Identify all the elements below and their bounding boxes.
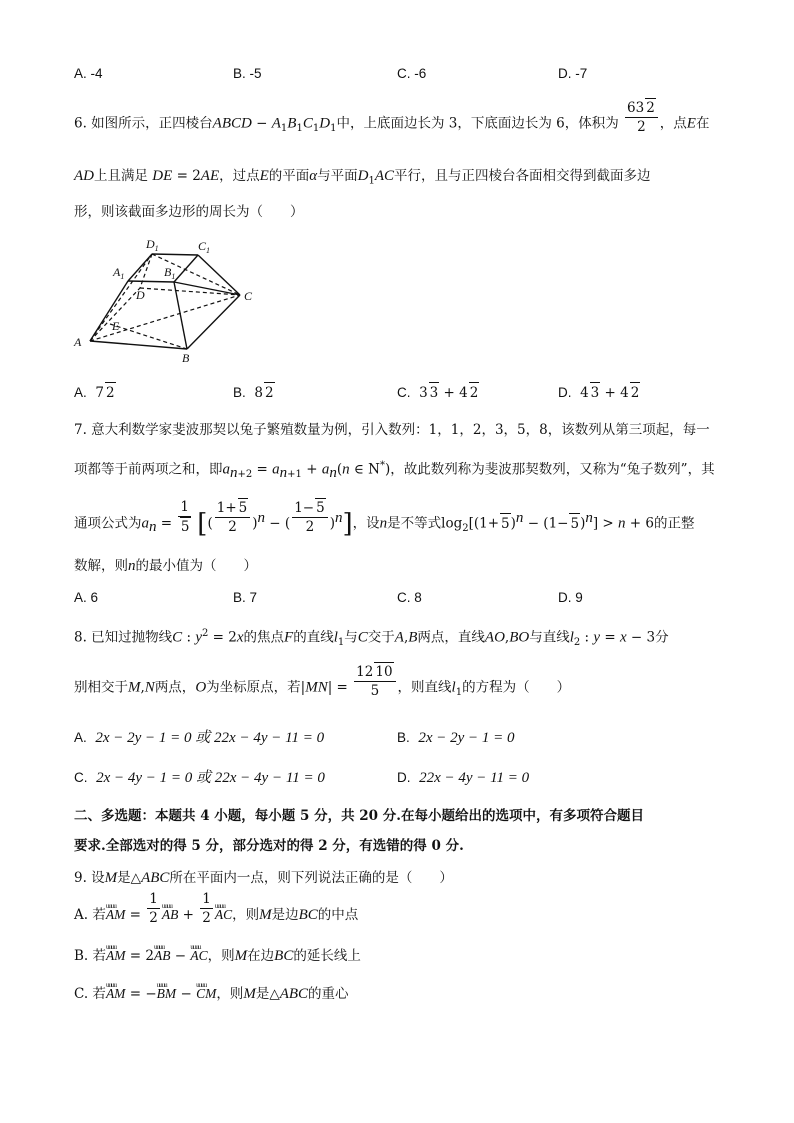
section2-line1: 二、多选题：本题共 4 小题，每小题 5 分，共 20 分.在每小题给出的选项中，有多项符合题目 <box>74 808 644 824</box>
q5-option-b: B. -5 <box>233 66 262 81</box>
q6-option-c: C. 3 3 + 4 2 <box>397 382 479 403</box>
q7-option-a: A. 6 <box>74 590 99 605</box>
q9-option-a: A. 若uuuu AM = $\frac{1}{2}$ uuuu AB + $\frac{1}{2}$ uuuu AC，则M是边BC的中点 <box>74 904 358 927</box>
q6-line1: 6. 如图所示，正四棱台ABCD − $A_1B_1C_1D_1$中，上底面边长为 3，下底面边长为 6，体积为 $\frac{63 2}{2}$ ，点E在 <box>74 100 710 135</box>
q7-option-d: D. 9 <box>558 590 583 605</box>
q6-option-b: B. 8 2 <box>233 382 275 403</box>
label-d1: $D_1$ <box>146 237 159 253</box>
q9-option-b: B. 若uuuu AM = 2uuuu AB − uuuu AC，则M在边BC的延长线上 <box>74 946 361 966</box>
section2-line2: 要求.全部选对的得 5 分，部分选对的得 2 分，有选错的得 0 分. <box>74 838 464 854</box>
frustum-figure <box>72 236 272 366</box>
label-d: D <box>136 288 145 302</box>
q8-line2: 别相交于M,N两点，O为坐标原点，若|MN| = $\frac{12 10}{5}$ ，则直线$l_1$的方程为（ ） <box>74 664 571 699</box>
q8-option-d: D. 22x − 4y − 11 = 0 <box>397 770 530 786</box>
label-b: B <box>182 351 190 365</box>
q5-option-d: D. -7 <box>558 66 588 81</box>
q6-line2: AD上且满足 DE = 2AE，过点E的平面α与平面$D_1AC$平行，且与正四棱台各面相交得到截面多边 <box>74 168 651 187</box>
q9-stem: 9. 设M是△ABC所在平面内一点，则下列说法正确的是（ ） <box>74 870 453 886</box>
label-a1: $A_1$ <box>113 265 125 281</box>
label-b1: $B_1$ <box>164 265 176 281</box>
q6-option-a: A. 7 2 <box>74 382 116 403</box>
q7-line2: 项都等于前两项之和，即$a_{n+2} = a_{n+1} + a_n(n$ ∈ N*)，故此数列称为斐波那契数列，又称为“兔子数列”，其 <box>74 460 715 482</box>
label-c1: $C_1$ <box>198 239 211 255</box>
q8-option-c: C. 2x − 4y − 1 = 0 或 22x − 4y − 11 = 0 <box>74 770 325 786</box>
q7-option-b: B. 7 <box>233 590 258 605</box>
q5-option-c: C. -6 <box>397 66 427 81</box>
q9-option-c: C. 若uuuu AM = −uuuu BM − uuuu CM，则M是△ABC的重心 <box>74 984 349 1004</box>
q7-line3: 通项公式为$a_n$ = $\frac{1}{5}$ [( $\frac{1+ 5}{2}$ )$^n$ − ( $\frac{1- 5}{2}$ )$^n$]，设n是不等式$\log_2[(1+ 5)^n - (1- 5)^n] > n + 6$的正整 <box>74 499 695 539</box>
label-c: C <box>244 289 253 303</box>
q8-option-b: B. 2x − 2y − 1 = 0 <box>397 730 515 746</box>
q6-option-d: D. 4 3 + 4 2 <box>558 382 640 403</box>
q7-option-c: C. 8 <box>397 590 422 605</box>
q8-option-a: A. 2x − 2y − 1 = 0 或 22x − 4y − 11 = 0 <box>74 730 325 746</box>
label-a: A <box>74 335 82 349</box>
q7-line4: 数解，则n的最小值为（ ） <box>74 558 257 574</box>
label-e: E <box>112 319 120 333</box>
q8-line1: 8. 已知过抛物线C : $y^2 = 2x$的焦点F的直线$l_1$与C交于A,B两点，直线AO,BO与直线$l_2$ : y = x − 3分 <box>74 628 669 649</box>
q6-line3: 形，则该截面多边形的周长为（ ） <box>74 204 304 220</box>
q7-line1: 7. 意大利数学家斐波那契以兔子繁殖数量为例，引入数列：1，1，2，3，5，8，该数列从第三项起，每一 <box>74 422 710 438</box>
q5-option-a: A. -4 <box>74 66 103 81</box>
